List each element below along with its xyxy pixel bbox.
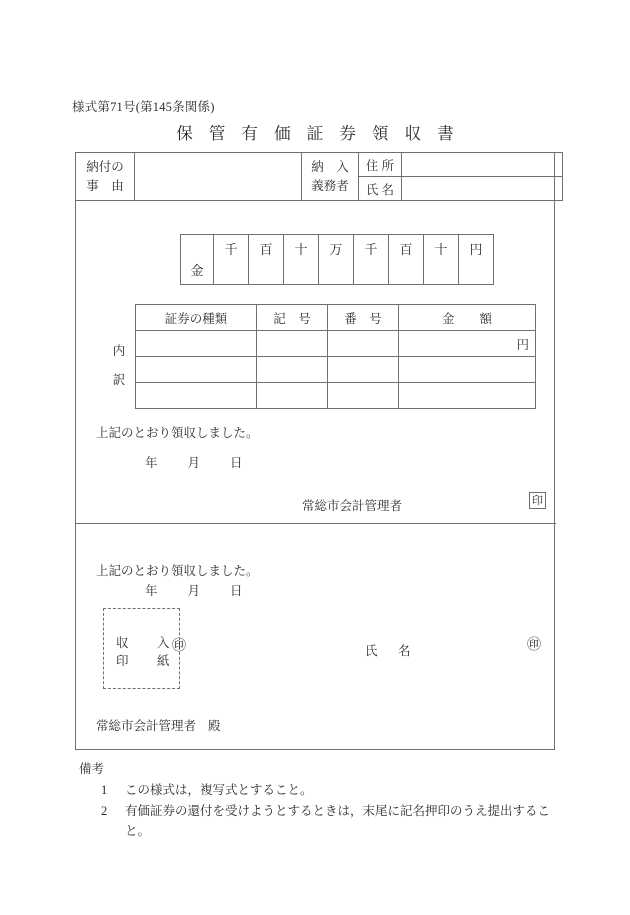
breakdown-table — [135, 304, 536, 409]
addressee-line — [96, 716, 221, 734]
amount-grid — [180, 234, 494, 285]
circled-seal-icon: ㊞ — [527, 638, 541, 653]
column-header-sign: 記 号 — [257, 305, 328, 331]
amount-digit-hyaku[interactable]: 百 — [389, 235, 424, 285]
column-header-amount: 金 額 — [399, 305, 536, 331]
notes-section — [79, 759, 579, 841]
breakdown-label-line1: 内 — [112, 344, 126, 358]
seal-icon: 印 — [529, 492, 546, 509]
form-frame — [75, 152, 555, 750]
page-title: 保 管 有 価 証 券 領 収 書 — [176, 124, 460, 143]
table-row — [136, 357, 536, 383]
breakdown-label-line2: 訳 — [112, 373, 126, 387]
table-row — [136, 331, 536, 357]
upper-date-day: 日 — [230, 456, 243, 470]
notes-title: 備考 — [79, 762, 105, 776]
amount-digit-man[interactable]: 万 — [319, 235, 354, 285]
addressee-honorific: 殿 — [208, 719, 221, 733]
breakdown-label — [109, 337, 129, 395]
address-value-field[interactable] — [402, 153, 563, 177]
form-number: 様式第71号(第145条関係) — [72, 100, 215, 114]
upper-date-year: 年 — [145, 456, 158, 470]
note-item — [79, 801, 579, 842]
reason-value-field[interactable] — [135, 153, 302, 201]
revenue-stamp-label-line2: 印 紙 — [116, 654, 178, 669]
payer-info-table — [75, 152, 563, 201]
cell-amount[interactable]: 円 — [399, 331, 536, 357]
obligor-label-line2: 義務者 — [311, 178, 349, 193]
column-header-number: 番 号 — [328, 305, 399, 331]
table-row — [136, 383, 536, 409]
circled-seal-icon: ㊞ — [172, 639, 186, 654]
address-label: 住 所 — [359, 153, 402, 177]
reason-label — [76, 153, 135, 201]
note-text: この様式は，複写式とすること。 — [125, 783, 313, 798]
name-value-field[interactable] — [402, 177, 563, 201]
revenue-stamp-label — [112, 634, 178, 670]
lower-receipt-statement: 上記のとおり領収しました。 — [96, 564, 259, 578]
amount-digit-sen-man[interactable]: 千 — [214, 235, 249, 285]
revenue-stamp-label-line1: 収 入 — [116, 636, 178, 650]
upper-receipt-signer: 常総市会計管理者 — [302, 499, 403, 513]
lower-date-year: 年 — [145, 584, 158, 598]
cell-kind[interactable] — [136, 383, 257, 409]
cell-amount[interactable] — [399, 357, 536, 383]
amount-digit-juu[interactable]: 十 — [424, 235, 459, 285]
cell-kind[interactable] — [136, 331, 257, 357]
upper-receipt-statement: 上記のとおり領収しました。 — [96, 426, 259, 440]
amount-digit-juu-man[interactable]: 十 — [284, 235, 319, 285]
amount-kin-label: 金 — [181, 235, 214, 285]
cell-sign[interactable] — [257, 383, 328, 409]
obligor-label — [302, 153, 359, 201]
amount-digit-en[interactable]: 円 — [459, 235, 494, 285]
note-number: 1 — [101, 783, 108, 798]
column-header-kind: 証券の種類 — [136, 305, 257, 331]
cell-number[interactable] — [328, 357, 399, 383]
addressee-name: 常総市会計管理者 — [96, 719, 197, 733]
lower-receipt-date-line[interactable] — [145, 581, 243, 599]
payer-name-label: 氏 名 — [365, 644, 415, 658]
name-label: 氏 名 — [359, 177, 402, 201]
note-number: 2 — [101, 803, 108, 818]
cell-amount[interactable] — [399, 383, 536, 409]
cell-number[interactable] — [328, 331, 399, 357]
lower-date-month: 月 — [187, 584, 201, 598]
cell-sign[interactable] — [257, 331, 328, 357]
cell-kind[interactable] — [136, 357, 257, 383]
cell-sign[interactable] — [257, 357, 328, 383]
note-text: 有価証券の還付を受けようとするときは，末尾に記名押印のうえ提出すること。 — [125, 803, 551, 838]
lower-date-day: 日 — [230, 584, 243, 598]
table-header-row — [136, 305, 536, 331]
upper-date-month: 月 — [187, 456, 201, 470]
amount-digit-sen[interactable]: 千 — [354, 235, 389, 285]
obligor-label-line1: 納 入 — [311, 160, 349, 175]
cell-number[interactable] — [328, 383, 399, 409]
note-item — [79, 780, 579, 800]
amount-digit-hyaku-man[interactable]: 百 — [249, 235, 284, 285]
section-divider — [76, 523, 556, 524]
reason-label-line1: 納付の — [86, 160, 124, 175]
upper-receipt-date-line[interactable] — [145, 453, 243, 471]
reason-label-line2: 事 由 — [86, 178, 124, 193]
